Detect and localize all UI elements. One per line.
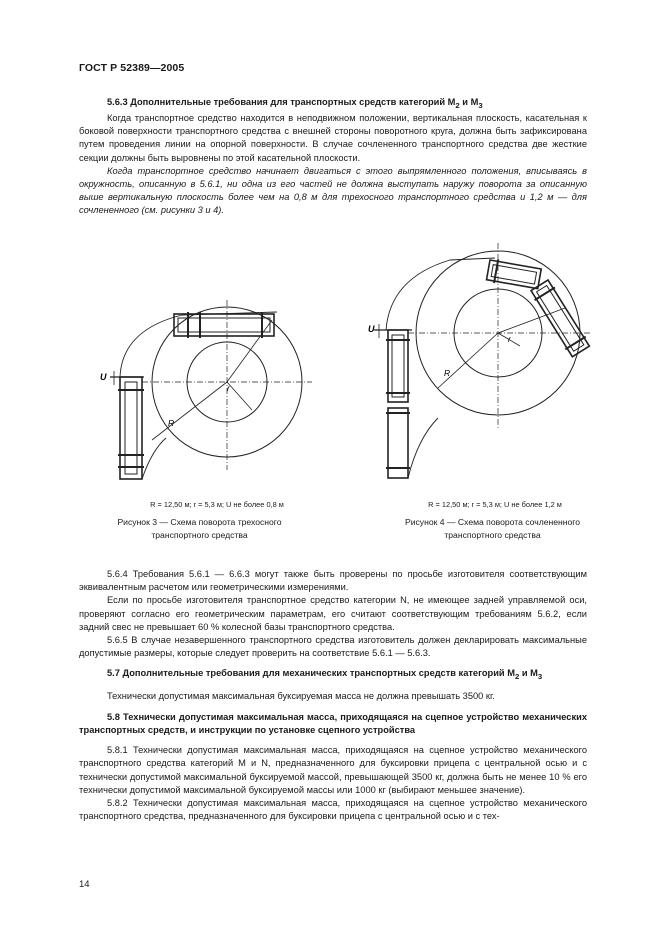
label-R: R xyxy=(444,368,451,378)
label-R: R xyxy=(168,418,175,428)
label-r: r xyxy=(227,383,230,393)
section-5-8-2: 5.8.2 Технически допустимая максимальная масса, приходящаяся на сцепное устройство механического транспортного средства, предназначенного для буксировки прицепа с центральной осью и с тех- xyxy=(79,797,587,822)
section-5-6-3 xyxy=(79,96,587,218)
document-code: ГОСТ Р 52389—2005 xyxy=(79,62,185,74)
figure-3-turning-diagram xyxy=(92,270,322,495)
label-r: r xyxy=(508,334,511,344)
radius-r-line xyxy=(227,382,252,410)
section-5-6-4: 5.6.4 Требования 5.6.1 — 6.6.3 могут также быть проверены по просьбе изготовителя соответствующим эквивалентным расчетом или геометрическими измерениями. xyxy=(79,569,587,593)
section-5-7-heading: 5.7 Дополнительные требования для механических транспортных средств категорий $M_2$ и $M_3$ xyxy=(107,668,543,682)
figure-4-params: R = 12,50 м; r = 5,3 м; U не более 1,2 м xyxy=(428,500,562,509)
page-number: 14 xyxy=(79,879,90,890)
figure-3-caption: Рисунок 3 — Схема поворота трехосного транспортного средства xyxy=(117,517,282,540)
lower-text xyxy=(79,568,587,823)
vehicle-body-vertical xyxy=(120,377,142,479)
section-5-8-heading: 5.8 Технически допустимая максимальная масса, приходящаяся на сцепное устройство механических транспортных средств, и инструкции по установке сцепного устройства xyxy=(79,711,587,735)
section-5-6-3-heading: 5.6.3 Дополнительные требования для транспортных средств категорий $M_2$ и $M_3$ xyxy=(107,97,483,110)
figure-4-caption: Рисунок 4 — Схема поворота сочлененного транспортного средства xyxy=(404,517,581,540)
para-category-n: Если по просьбе изготовителя транспортное средство категории N, не имеющее задней управляемой оси, проверяют согласно его геометрическим параметрам, его считают соответствующим требованиям 5.6.2, если задний свес не превышает 60 % колесной базы транспортного средства. xyxy=(79,595,587,632)
section-5-6-5: 5.6.5 В случае незавершенного транспортного средства изготовитель должен декларировать максимальные допустимые размеры, которые следует проверить на соответствие 5.6.1 — 5.6.3. xyxy=(79,635,587,659)
radius-R-line xyxy=(227,320,272,382)
section-5-8-1: 5.8.1 Технически допустимая максимальная масса, приходящаяся на сцепное устройство механического транспортного средства категорий M и N, предназначенного для буксировки прицепа с центральной осью и с технически допустимой максимальной буксируемой массой, превышающей 3500 кг, должна быть не менее 10 % его технически допустимой максимальной буксируемой массы или 1000 кг (выбирают меньшее значение). xyxy=(79,745,587,795)
figure-3-params: R = 12,50 м; r = 5,3 м; U не более 0,8 м xyxy=(150,500,284,509)
section-5-6-3-para-1: Когда транспортное средство находится в неподвижном положении, вертикальная плоскость, касательная к боковой поверхности транспортного средства с внешней стороны поворотного круга, должна быть зафиксирована путем проведения линии на опорной поверхности. В случае сочлененного транспортного средства две жесткие секции должны быть выровнены по этой касательной плоскости. xyxy=(79,113,587,163)
label-u: U xyxy=(368,324,375,334)
label-u: U xyxy=(100,372,107,382)
section-5-7-text: Технически допустимая максимальная буксируемая масса не должна превышать 3500 кг. xyxy=(107,691,495,702)
figure-4-turning-diagram xyxy=(360,238,605,498)
section-5-6-3-para-2: Когда транспортное средство начинает двигаться с этого выпрямленного положения, вписываясь в окружность, описанную в 5.6.1, ни одна из его частей не должна выступать наружу поворота за описанную выше вертикальную плоскость более чем на 0,8 м для трехосного транспортного средства и 1,2 м — для сочлененного (см. рисунки 3 и 4). xyxy=(79,165,587,216)
